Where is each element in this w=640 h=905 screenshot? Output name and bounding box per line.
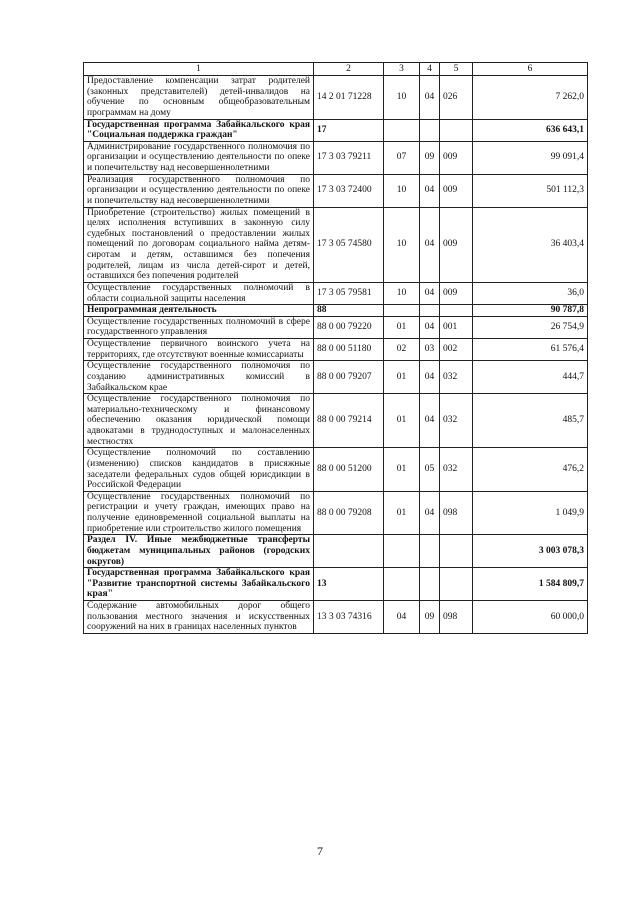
row-code-cell: 88 0 00 79207 [314,361,384,394]
row-col5-cell [440,119,473,141]
row-col5-cell: 009 [440,174,473,207]
row-col4-cell: 04 [420,282,440,304]
table-row [84,305,588,317]
row-amount-cell: 3 003 078,3 [473,535,588,568]
row-code-cell: 13 3 03 74316 [314,601,384,634]
row-col4-cell: 04 [420,207,440,282]
row-col3-cell [384,119,420,141]
row-col3-cell: 10 [384,282,420,304]
row-col3-cell: 01 [384,448,420,492]
row-col3-cell: 07 [384,141,420,174]
row-name-cell: Приобретение (строительство) жилых помещений в целях исполнения вступивших в законную силу судебных постановлений о предоставлении жилых помещений по договорам социального найма детям-сиротам и детям, оставшимся без попечения родителей, лицам из числа детей-сирот и детей, оставшихся без попечения родителей [84,207,314,282]
row-code-cell: 17 3 03 72400 [314,174,384,207]
row-col3-cell [384,535,420,568]
row-name-cell: Содержание автомобильных дорог общего пользования местного значения и искусственных сооружений на них в границах населенных пунктов [84,601,314,634]
row-col4-cell: 04 [420,394,440,448]
row-amount-cell: 60 000,0 [473,601,588,634]
row-col5-cell [440,535,473,568]
header-row [84,63,588,76]
row-col3-cell: 02 [384,339,420,361]
row-code-cell: 17 3 05 74580 [314,207,384,282]
row-col5-cell: 098 [440,491,473,535]
header-cell-1: 1 [84,63,314,76]
row-col3-cell: 04 [384,601,420,634]
row-name-cell: Осуществление первичного воинского учета на территориях, где отсутствуют военные комиссариаты [84,339,314,361]
table-row [84,568,588,601]
table-row [84,316,588,338]
row-col3-cell: 01 [384,361,420,394]
row-col5-cell [440,568,473,601]
row-name-cell: Государственная программа Забайкальского края "Социальная поддержка граждан" [84,119,314,141]
row-col4-cell [420,305,440,317]
row-name-cell: Раздел IV. Иные межбюджетные трансферты бюджетам муниципальных районов (городских округов) [84,535,314,568]
row-name-cell: Государственная программа Забайкальского края "Развитие транспортной системы Забайкальского края" [84,568,314,601]
row-name-cell: Непрограммная деятельность [84,305,314,317]
row-amount-cell: 36,0 [473,282,588,304]
row-name-cell: Осуществление государственных полномочий по регистрации и учету граждан, имеющих право на получение единовременной социальной выплаты на приобретение или строительство жилого помещения [84,491,314,535]
row-amount-cell: 1 049,9 [473,491,588,535]
row-col4-cell [420,119,440,141]
row-col5-cell: 026 [440,76,473,120]
row-amount-cell: 501 112,3 [473,174,588,207]
row-amount-cell: 444,7 [473,361,588,394]
row-amount-cell: 636 643,1 [473,119,588,141]
row-col4-cell: 09 [420,601,440,634]
row-col3-cell [384,305,420,317]
row-code-cell: 14 2 01 71228 [314,76,384,120]
row-col5-cell: 098 [440,601,473,634]
table-row [84,601,588,634]
row-col4-cell: 04 [420,316,440,338]
row-name-cell: Осуществление государственного полномочия по созданию административных комиссий в Забайкальском крае [84,361,314,394]
row-code-cell: 17 3 05 79581 [314,282,384,304]
page-number: 7 [317,844,323,858]
row-amount-cell: 476,2 [473,448,588,492]
header-cell-3: 3 [384,63,420,76]
row-col5-cell: 009 [440,207,473,282]
row-col4-cell [420,535,440,568]
row-code-cell: 17 [314,119,384,141]
table-row [84,174,588,207]
row-col5-cell: 032 [440,394,473,448]
table-body [84,63,588,634]
header-cell-5: 5 [440,63,473,76]
row-name-cell: Осуществление государственных полномочий в области социальной защиты населения [84,282,314,304]
row-code-cell: 88 [314,305,384,317]
row-name-cell: Осуществление государственного полномочия по материально-техническому и финансовому обеспечению оказания юридической помощи адвокатами в труднодоступных и малонаселенных местностях [84,394,314,448]
table-row [84,76,588,120]
row-col5-cell: 002 [440,339,473,361]
row-col4-cell: 03 [420,339,440,361]
row-col5-cell: 009 [440,141,473,174]
table-row [84,448,588,492]
table-row [84,141,588,174]
table-row [84,207,588,282]
table-row [84,282,588,304]
budget-table [83,62,588,634]
row-amount-cell: 1 584 809,7 [473,568,588,601]
row-code-cell [314,535,384,568]
table-row [84,119,588,141]
table-row [84,491,588,535]
row-col4-cell: 04 [420,361,440,394]
row-name-cell: Предоставление компенсации затрат родителей (законных представителей) детей-инвалидов на обучение по основным общеобразовательным программам на дому [84,76,314,120]
row-amount-cell: 90 787,8 [473,305,588,317]
row-amount-cell: 36 403,4 [473,207,588,282]
row-col5-cell: 001 [440,316,473,338]
table-row [84,535,588,568]
row-amount-cell: 26 754,9 [473,316,588,338]
row-amount-cell: 485,7 [473,394,588,448]
row-code-cell: 13 [314,568,384,601]
row-col5-cell: 032 [440,361,473,394]
row-code-cell: 17 3 03 79211 [314,141,384,174]
row-col5-cell: 009 [440,282,473,304]
row-code-cell: 88 0 00 51200 [314,448,384,492]
row-code-cell: 88 0 00 79214 [314,394,384,448]
header-cell-4: 4 [420,63,440,76]
row-col3-cell: 01 [384,316,420,338]
row-code-cell: 88 0 00 51180 [314,339,384,361]
row-name-cell: Осуществление полномочий по составлению (изменению) списков кандидатов в присяжные заседатели федеральных судов общей юрисдикции в Российской Федерации [84,448,314,492]
header-cell-2: 2 [314,63,384,76]
row-name-cell: Осуществление государственных полномочий в сфере государственного управления [84,316,314,338]
table-row [84,394,588,448]
row-code-cell: 88 0 00 79208 [314,491,384,535]
row-name-cell: Реализация государственного полномочия по организации и осуществлению деятельности по опеке и попечительству над несовершеннолетними [84,174,314,207]
row-col3-cell: 10 [384,174,420,207]
row-col3-cell [384,568,420,601]
table-row [84,339,588,361]
row-col4-cell: 04 [420,491,440,535]
row-amount-cell: 7 262,0 [473,76,588,120]
row-col3-cell: 01 [384,491,420,535]
row-name-cell: Администрирование государственного полномочия по организации и осуществлению деятельности по опеке и попечительству над несовершеннолетними [84,141,314,174]
row-col4-cell: 04 [420,76,440,120]
row-amount-cell: 99 091,4 [473,141,588,174]
header-cell-6: 6 [473,63,588,76]
table-row [84,361,588,394]
row-col3-cell: 10 [384,76,420,120]
row-col3-cell: 10 [384,207,420,282]
row-col4-cell: 04 [420,174,440,207]
row-col5-cell: 032 [440,448,473,492]
row-code-cell: 88 0 00 79220 [314,316,384,338]
row-col4-cell: 09 [420,141,440,174]
row-col3-cell: 01 [384,394,420,448]
row-col4-cell [420,568,440,601]
row-amount-cell: 61 576,4 [473,339,588,361]
row-col5-cell [440,305,473,317]
row-col4-cell: 05 [420,448,440,492]
